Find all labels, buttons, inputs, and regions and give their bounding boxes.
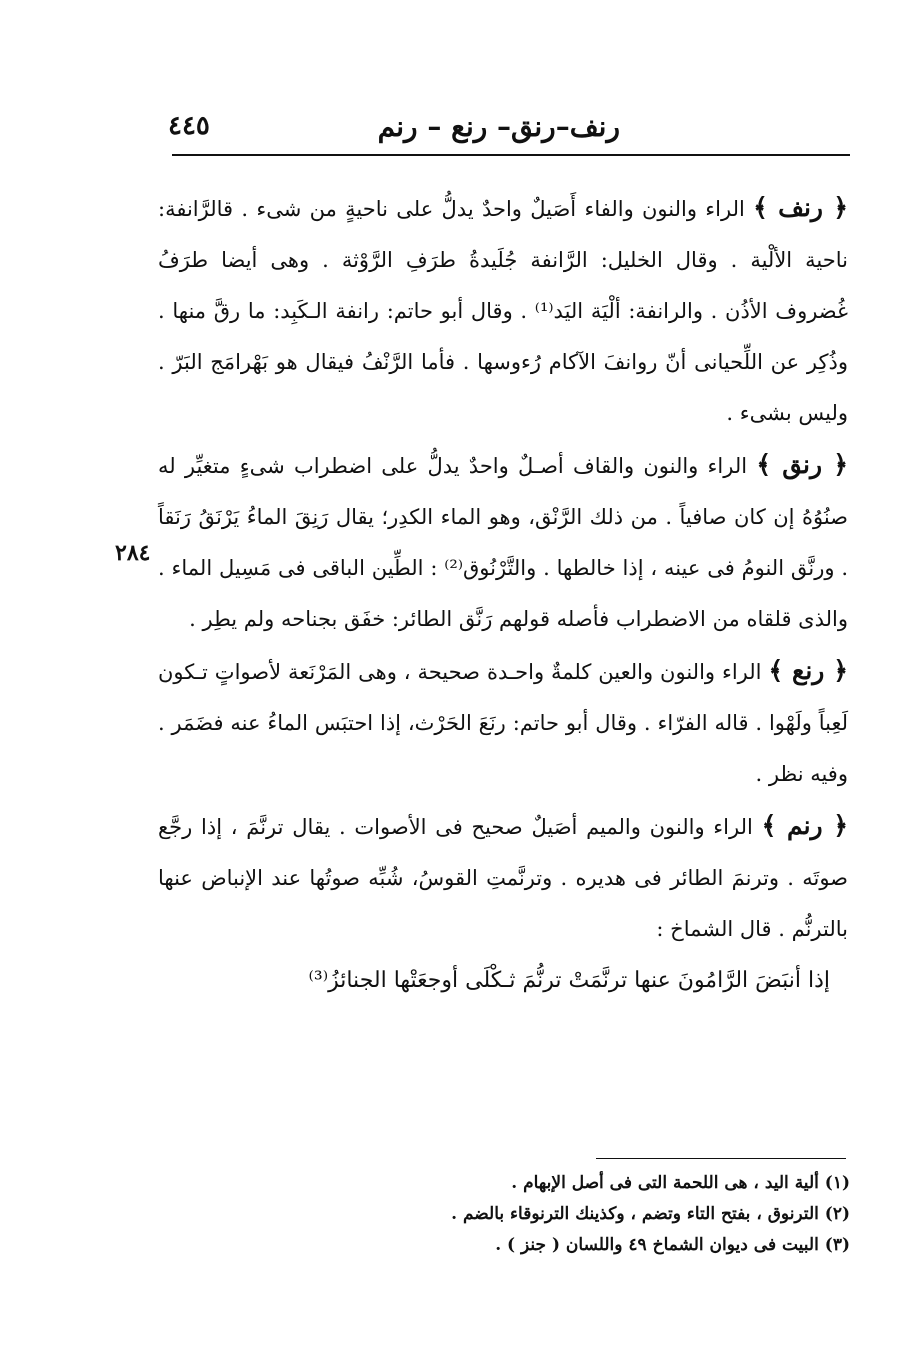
entry-headword: ﴿ رنع ﴾ [768, 656, 848, 685]
poetry-verse: إذا أنبَضَ الرَّامُونَ عنها ترنَّمَتْ ترنُّمَ ثـكْلَى أوجعَتْها الجنائزُ⁽³⁾ [308, 968, 830, 993]
entry-ranaf [158, 182, 848, 439]
entry-headword: ﴿ رنق ﴾ [756, 450, 848, 479]
entry-ranam [158, 800, 848, 955]
footnote-2: (٢) الترنوق ، بفتح التاء وتضم ، وكذينك الترنوقاء بالضم . [451, 1204, 850, 1224]
dictionary-body [158, 182, 848, 1006]
entry-headword: ﴿ رنم ﴾ [761, 811, 849, 840]
margin-page-reference: ٢٨٤ [115, 540, 151, 566]
entry-definition: الراء والنون والعين كلمةٌ واحـدة صحيحة ، وهى المَرْنَعة لأصواتٍ تـكون لَعِباً ولَهْوا . قاله الفرّاء . وقال أبو حاتم: رنَعَ الحَرْث، إذا احتبَس الماءُ عنه فضَمَر . وفيه نظر . [158, 660, 848, 786]
entry-rana3 [158, 645, 848, 800]
running-title: رنف–رنق– رنع – رنم [377, 109, 620, 143]
page-number: ٤٤٥ [168, 111, 210, 141]
footnote-3: (٣) البيت فى ديوان الشماخ ٤٩ واللسان ( جنز ) . [495, 1235, 850, 1255]
entry-headword: ﴿ رنف ﴾ [753, 193, 848, 222]
entry-definition: الراء والنون والفاء أَصَيلٌ واحدٌ يدلُّ على ناحيةٍ من شىء . قالرَّانفة: ناحية الألْية . وقال الخليل: الرَّانفة جُلَيدةُ طرَفِ الرَّوْثة . وهى أيضا طرَفُ غُضروف الأذُن . والرانفة: ألْيَة اليَد⁽¹⁾ . وقال أبو حاتم: رانفة الـكَبِد: ما رقَّ منها . وذُكِر عن اللِّحيانى أنّ روانفَ الآكام رُءوسها . فأما الرَّنْفُ فيقال هو بَهْرامَج البَرّ . وليس بشىء . [158, 197, 848, 425]
header-divider [172, 154, 850, 156]
footnotes [300, 1168, 850, 1261]
page-header [168, 100, 850, 152]
entry-ranaq [158, 439, 848, 645]
footnote-divider [596, 1158, 846, 1159]
footnote-1: (١) ألية اليد ، هى اللحمة التى فى أصل الإبهام . [511, 1173, 850, 1193]
entry-definition: الراء والنون والقاف أصـلٌ واحدٌ يدلُّ على اضطراب شىءٍ متغيِّر له صنُوُهُ إن كان صافياً . من ذلك الرَّنْق، وهو الماء الكدِر؛ يقال رَنِقَ الماءُ يَرْنَقُ رَنَقاً . ورنَّق النومُ فى عينه ، إذا خالطها . والتَّرْنُوق⁽²⁾ : الطِّين الباقى فى مَسِيل الماء . والذى قلقاه من الاضطراب فأصله قولهم رَنَّق الطائر: خفَق بجناحه ولم يطِر . [158, 454, 848, 631]
entry-definition: الراء والنون والميم أصَيلٌ صحيح فى الأصوات . يقال ترنَّمَ ، إذا رجَّع صوتَه . وترنمَ الطائر فى هديره . وترنَّمتِ القوسُ، شُبِّه صوتُها عند الإنباض عنها بالترنُّم . قال الشماخ : [158, 815, 849, 941]
